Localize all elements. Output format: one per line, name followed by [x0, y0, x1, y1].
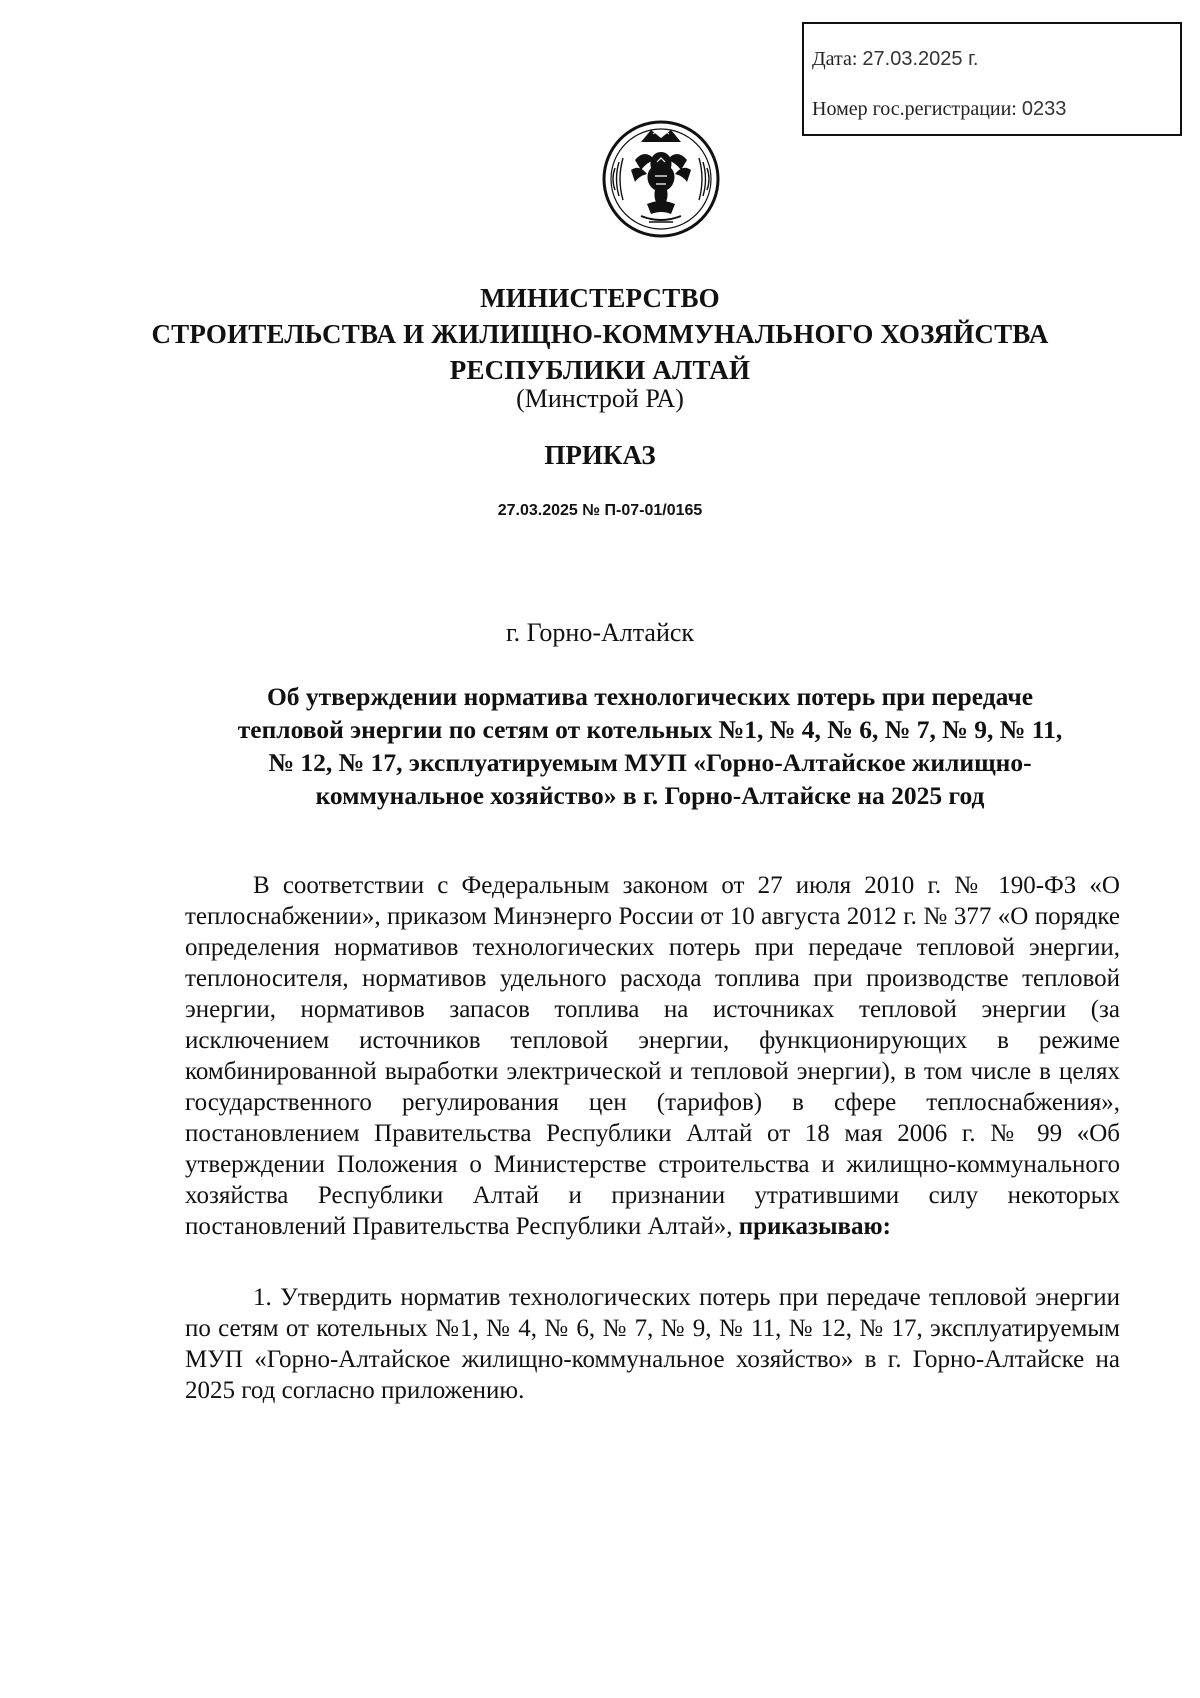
- order-item-1: 1. Утвердить норматив технологических потерь при передаче тепловой энергии по сетям от котельных №1, № 4, № 6, № 7, № 9, № 11, № 12, № 17, эксплуатируемым МУП «Горно-Алтайское жилищно-коммунальное хозяйство» в г. Горно-Алтайске на 2025 год согласно приложению.: [185, 1284, 1120, 1404]
- stamp-date-label: Дата:: [812, 48, 858, 70]
- registration-stamp: [802, 22, 1182, 136]
- ministry-name: [100, 280, 1100, 388]
- order-word: приказываю:: [738, 1213, 891, 1240]
- stamp-registration-value: 0233: [1021, 98, 1067, 120]
- document-type-title: ПРИКАЗ: [544, 440, 656, 470]
- preamble-paragraph: [185, 870, 1120, 1242]
- ministry-short-name: (Минстрой РА): [516, 384, 684, 413]
- ministry-name-line-2: СТРОИТЕЛЬСТВА И ЖИЛИЩНО-КОММУНАЛЬНОГО ХОЗЯЙСТВА: [151, 319, 1049, 349]
- republic-altai-coat-of-arms-icon: [601, 118, 721, 240]
- ministry-name-line-3: РЕСПУБЛИКИ АЛТАЙ: [449, 355, 751, 385]
- subject-line-2: тепловой энергии по сетям от котельных №1, № 4, № 6, № 7, № 9, № 11,: [237, 715, 1063, 744]
- preamble-text: В соответствии с Федеральным законом от 27 июля 2010 г. № 190-ФЗ «О теплоснабжении», приказом Минэнерго России от 10 августа 2012 г. № 377 «О порядке определения нормативов технологических потерь при передаче тепловой энергии, теплоносителя, нормативов удельного расхода топлива при производстве тепловой энергии, нормативов запасов топлива на источниках тепловой энергии (за исключением источников тепловой энергии, функционирующих в режиме комбинированной выработки электрической и тепловой энергии), в том числе в целях государственного регулирования цен (тарифов) в сфере теплоснабжения», постановлением Правительства Республики Алтай от 18 мая 2006 г. № 99 «Об утверждении Положения о Министерстве строительства и жилищно-коммунального хозяйства Республики Алтай и признании утратившими силу некоторых постановлений Правительства Республики Алтай»,: [185, 872, 1120, 1240]
- subject-line-4: коммунальное хозяйство» в г. Горно-Алтайске на 2025 год: [315, 781, 985, 810]
- subject-line-3: № 12, № 17, эксплуатируемым МУП «Горно-Алтайское жилищно-: [268, 748, 1032, 777]
- subject-line-1: Об утверждении норматива технологических потерь при передаче: [266, 682, 1034, 711]
- stamp-registration-label: Номер гос.регистрации:: [812, 98, 1017, 120]
- stamp-registration-line: [812, 98, 1066, 121]
- document-date-number: 27.03.2025 № П-07-01/0165: [497, 502, 703, 519]
- stamp-date-value: 27.03.2025 г.: [862, 48, 979, 70]
- document-city: г. Горно-Алтайск: [505, 618, 695, 647]
- ministry-name-line-1: МИНИСТЕРСТВО: [480, 283, 720, 313]
- document-subject: [175, 680, 1125, 812]
- stamp-date-line: [812, 48, 979, 71]
